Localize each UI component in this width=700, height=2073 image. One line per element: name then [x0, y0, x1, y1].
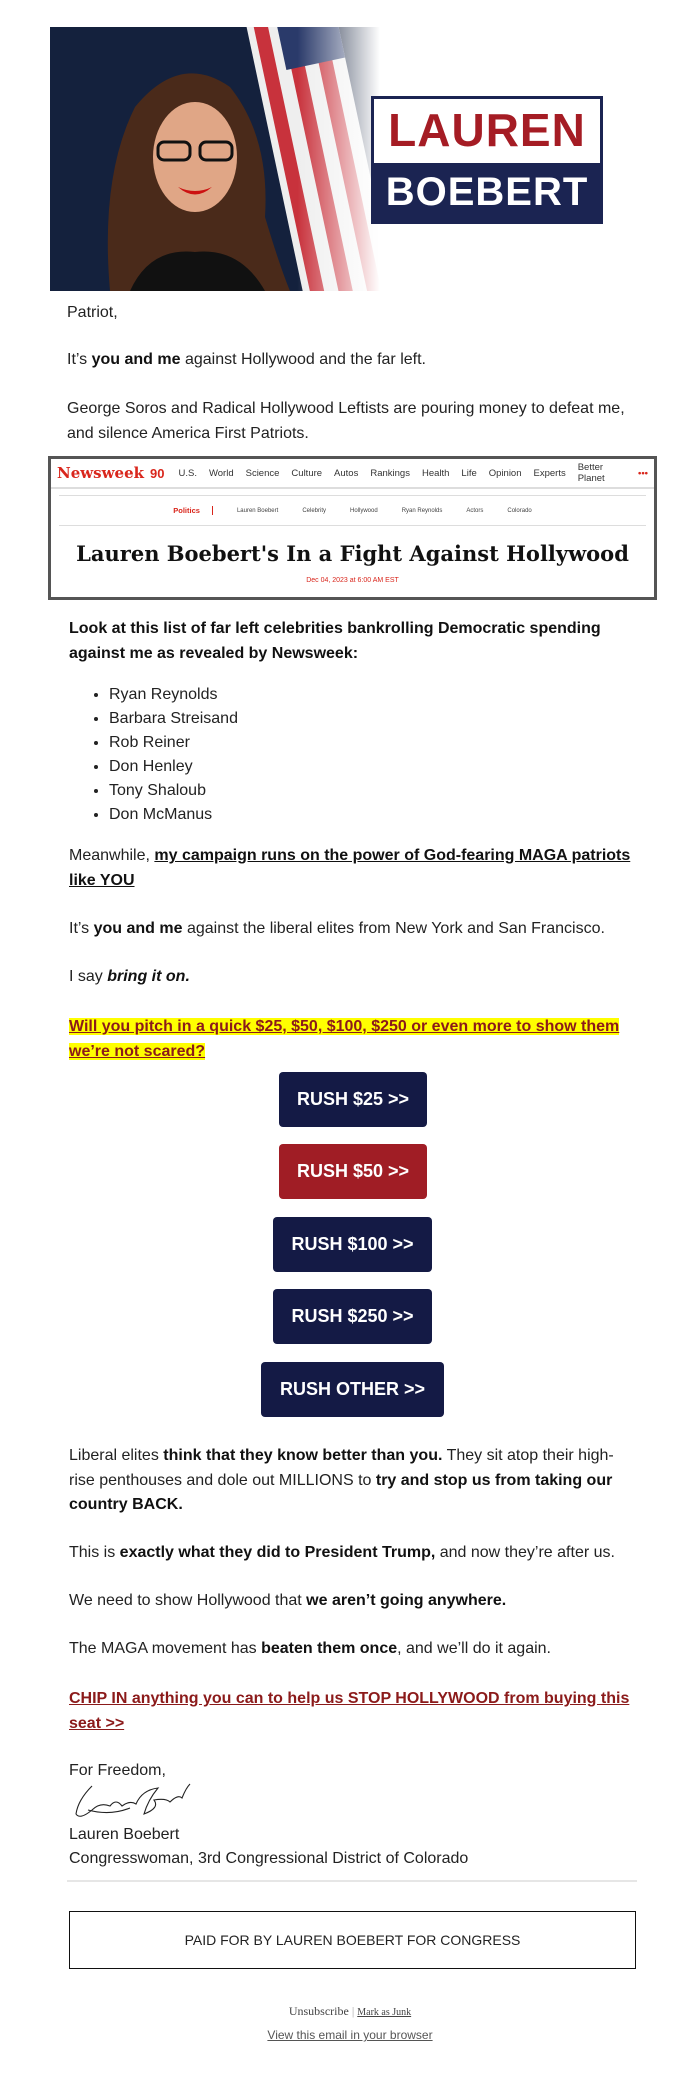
logo-line-1: LAUREN	[374, 99, 600, 163]
rush-other-button[interactable]: RUSH OTHER >>	[261, 1362, 444, 1417]
sender-name: Lauren Boebert	[69, 1826, 180, 1843]
mark-as-junk-link[interactable]: Mark as Junk	[357, 2007, 412, 2018]
rush-25-button[interactable]: RUSH $25 >>	[279, 1072, 427, 1127]
divider	[67, 1880, 637, 1882]
tag: Celebrity	[302, 507, 326, 514]
paragraph-4: It’s you and me against the liberal elites from New York and San Francisco.	[69, 920, 605, 937]
nav-item: Autos	[334, 467, 359, 479]
section-label: Politics	[173, 506, 213, 515]
list-item: • Don Henley	[109, 755, 238, 779]
list-intro: Look at this list of far left celebrities bankrolling Democratic spending against me as revealed by Newsweek:	[69, 620, 601, 662]
more-dots-icon: •••	[638, 467, 648, 479]
nav-item: Culture	[291, 467, 323, 479]
paragraph-5: I say bring it on.	[69, 968, 190, 985]
paragraph-7: This is exactly what they did to President Trump, and now they’re after us.	[69, 1544, 615, 1561]
nav-item: U.S.	[178, 467, 197, 479]
paragraph-1: It’s you and me against Hollywood and the far left.	[67, 351, 426, 368]
paragraph-6: Liberal elites think that they know better than you. They sit atop their high-rise penthouses and dole out MILLIONS to try and stop us from taking our country BACK.	[69, 1447, 614, 1513]
tag: Lauren Boebert	[236, 507, 279, 514]
chip-in-link[interactable]: CHIP IN anything you can to help us STOP HOLLYWOOD from buying this seat >>	[69, 1690, 630, 1732]
rush-50-button[interactable]: RUSH $50 >>	[279, 1144, 427, 1199]
tag: Colorado	[507, 507, 532, 514]
list-item: • Barbara Streisand	[109, 707, 238, 731]
footer-links	[0, 2004, 700, 2019]
newsweek-date: Dec 04, 2023 at 6:00 AM EST	[306, 577, 399, 584]
list-item: • Ryan Reynolds	[109, 683, 238, 707]
newsweek-90-badge: 90	[150, 465, 165, 481]
celebrity-list	[91, 683, 238, 827]
rush-100-button[interactable]: RUSH $100 >>	[273, 1217, 432, 1272]
paragraph-3: Meanwhile, my campaign runs on the power of God-fearing MAGA patriots like YOU	[69, 847, 631, 889]
nav-item: Life	[461, 467, 477, 479]
sender-title: Congresswoman, 3rd Congressional District of Colorado	[69, 1850, 469, 1867]
newsweek-screenshot[interactable]	[48, 456, 657, 600]
paid-for-disclaimer: PAID FOR BY LAUREN BOEBERT FOR CONGRESS	[69, 1911, 636, 1969]
rush-250-button[interactable]: RUSH $250 >>	[273, 1289, 432, 1344]
newsweek-logo: Newsweek	[57, 464, 145, 482]
signature-image	[70, 1780, 200, 1827]
campaign-logo	[371, 96, 603, 224]
paragraph-8: We need to show Hollywood that we aren’t going anywhere.	[69, 1592, 507, 1609]
nav-item: Health	[421, 467, 450, 479]
chip-in-paragraph[interactable]	[69, 1687, 649, 1736]
nav-item: World	[208, 467, 234, 479]
separator: |	[351, 2004, 355, 2018]
header-photo	[50, 27, 380, 291]
newsweek-nav	[51, 459, 654, 489]
tag: Actors	[466, 507, 484, 514]
greeting: Patriot,	[67, 304, 118, 321]
donation-ask-link[interactable]: Will you pitch in a quick $25, $50, $100, $250 or even more to show them we’re not scared?	[69, 1018, 620, 1060]
signoff: For Freedom,	[69, 1762, 166, 1779]
nav-item: Rankings	[370, 467, 410, 479]
view-in-browser-link[interactable]: View this email in your browser	[267, 2028, 433, 2042]
paragraph-9: The MAGA movement has beaten them once, and we’ll do it again.	[69, 1640, 551, 1657]
paragraph-2: George Soros and Radical Hollywood Leftists are pouring money to defeat me, and silence America First Patriots.	[67, 400, 625, 442]
list-item: • Rob Reiner	[109, 731, 238, 755]
tag: Ryan Reynolds	[401, 507, 443, 514]
unsubscribe-link[interactable]: Unsubscribe	[288, 2004, 349, 2018]
nav-item: Science	[245, 467, 280, 479]
nav-item: Experts	[533, 467, 566, 479]
logo-line-2: BOEBERT	[385, 170, 589, 214]
donation-ask[interactable]	[69, 1015, 639, 1064]
list-item: • Tony Shaloub	[109, 779, 238, 803]
tag: Hollywood	[350, 507, 378, 514]
newsweek-tags	[59, 495, 646, 526]
list-item: • Don McManus	[109, 803, 238, 827]
newsweek-headline: Lauren Boebert's In a Fight Against Hollywood	[76, 541, 629, 566]
nav-item: Better Planet	[577, 462, 605, 484]
nav-item: Opinion	[488, 467, 522, 479]
